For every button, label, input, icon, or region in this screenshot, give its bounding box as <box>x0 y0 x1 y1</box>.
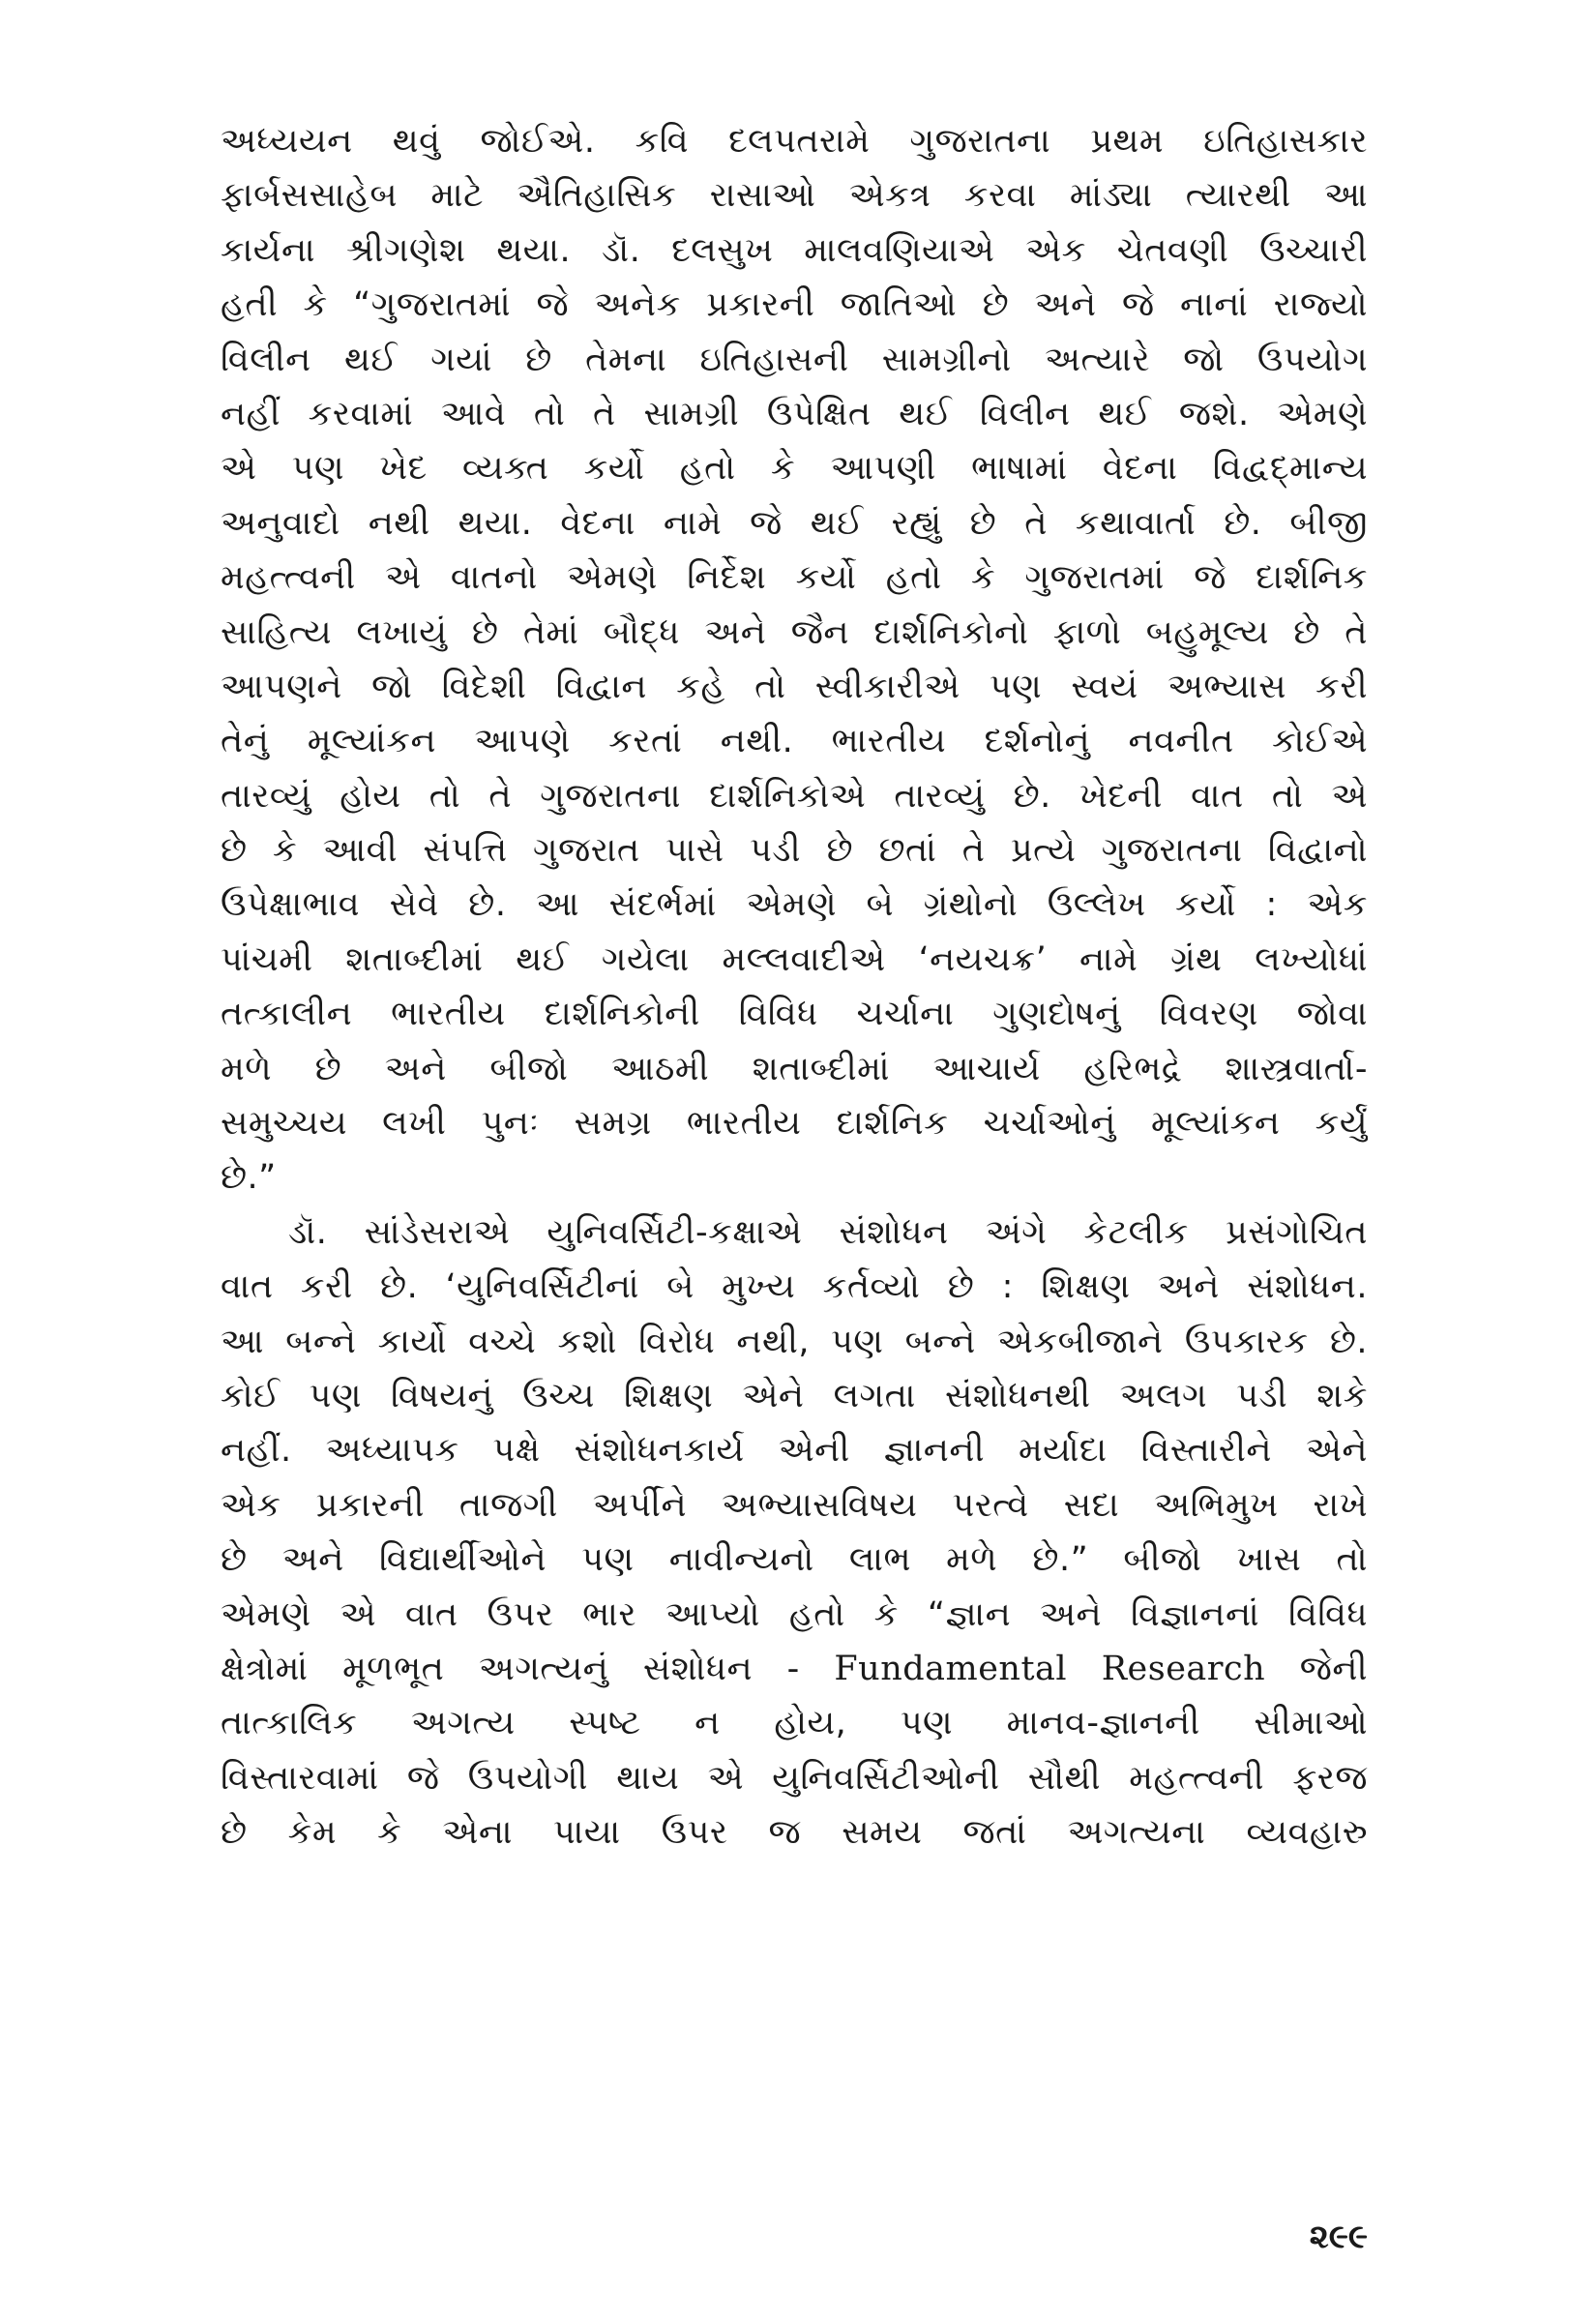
text-line: એમણે એ વાત ઉપર ભાર આપ્યો હતો કે “જ્ઞાન અને વિજ્ઞાનનાં વિવિધ <box>221 1594 1368 1634</box>
text-line: આ બન્ને કાર્યો વચ્ચે કશો વિરોધ નથી, પણ બન્ને એકબીજાને ઉપકારક છે. <box>221 1322 1368 1361</box>
text-line: આપણને જો વિદેશી વિદ્વાન કહે તો સ્વીકારીએ પણ સ્વયં અભ્યાસ કરી <box>221 667 1368 706</box>
text-line: તારવ્યું હોય તો તે ગુજરાતના દાર્શનિકોએ તારવ્યું છે. ખેદની વાત તો એ <box>221 776 1368 816</box>
text-line: વિલીન થઈ ગયાં છે તેમના ઇતિહાસની સામગ્રીનો અત્યારે જો ઉપયોગ <box>221 340 1368 379</box>
text-line: તેનું મૂલ્યાંકન આપણે કરતાં નથી. ભારતીય દર્શનોનું નવનીત કોઈએ <box>221 722 1368 761</box>
text-line: મહત્ત્વની એ વાતનો એમણે નિર્દેશ કર્યો હતો કે ગુજરાતમાં જે દાર્શનિક <box>221 558 1368 598</box>
text-line: વાત કરી છે. ‘યુનિવર્સિટીનાં બે મુખ્ય કર્તવ્યો છે : શિક્ષણ અને સંશોધન. <box>221 1267 1368 1307</box>
latin-text: Fundamental Research <box>834 1649 1266 1688</box>
text-line: ક્ષેત્રોમાં મૂળભૂત અગત્યનું સંશોધન - Fundamental Research જેની <box>221 1649 1368 1688</box>
text-line: પાંચમી શતાબ્દીમાં થઈ ગયેલા મલ્લવાદીએ ‘નયચક્ર’ નામે ગ્રંથ લખ્યોધાં <box>221 939 1368 979</box>
text-line: કાર્યના શ્રીગણેશ થયા. ડૉ. દલસુખ માલવણિયાએ એક ચેતવણી ઉચ્ચારી <box>221 230 1368 270</box>
text-line: સમુચ્ચય લખી પુનઃ સમગ્ર ભારતીય દાર્શનિક ચર્ચાઓનું મૂલ્યાંકન કર્યું <box>221 1104 1368 1144</box>
text-line: ફાર્બસસાહેબ માટે ઐતિહાસિક રાસાઓ એકત્ર કરવા માંડ્યા ત્યારથી આ <box>221 176 1368 216</box>
text-line: સાહિત્ય લખાયું છે તેમાં બૌદ્ધ અને જૈન દાર્શનિકોનો ફાળો બહુમૂલ્ય છે તે <box>221 612 1368 652</box>
page-number: ૨૯૯ <box>1309 2218 1368 2256</box>
text-line: એ પણ ખેદ વ્યક્ત કર્યો હતો કે આપણી ભાષામાં વેદના વિદ્વદ્‌માન્ય <box>221 449 1368 489</box>
text-line: હતી કે “ગુજરાતમાં જે અનેક પ્રકારની જાતિઓ છે અને જે નાનાં રાજ્યો <box>221 285 1368 325</box>
text-line: ઉપેક્ષાભાવ સેવે છે. આ સંદર્ભમાં એમણે બે ગ્રંથોનો ઉલ્લેખ કર્યો : એક <box>221 885 1368 925</box>
text-line: છે કે આવી સંપત્તિ ગુજરાત પાસે પડી છે છતાં તે પ્રત્યે ગુજરાતના વિદ્વાનો <box>221 831 1368 871</box>
paragraph <box>221 1206 1368 1861</box>
text-line: તત્કાલીન ભારતીય દાર્શનિકોની વિવિધ ચર્ચાના ગુણદોષનું વિવરણ જોવા <box>221 995 1368 1034</box>
text-line: કોઈ પણ વિષયનું ઉચ્ચ શિક્ષણ એને લગતા સંશોધનથી અલગ પડી શકે <box>221 1376 1368 1415</box>
paragraph <box>221 114 1368 1206</box>
text-line: તાત્કાલિક અગત્ય સ્પષ્ટ ન હોય, પણ માનવ-જ્ઞાનની સીમાઓ <box>221 1704 1368 1743</box>
text-line: અનુવાદો નથી થયા. વેદના નામે જે થઈ રહ્યું છે તે કથાવાર્તા છે. બીજી <box>221 503 1368 543</box>
text-line: નહીં કરવામાં આવે તો તે સામગ્રી ઉપેક્ષિત થઈ વિલીન થઈ જશે. એમણે <box>221 394 1368 433</box>
text-line: છે.” <box>221 1158 277 1198</box>
text-line: એક પ્રકારની તાજગી અર્પીને અભ્યાસવિષય પરત્વે સદા અભિમુખ રાખે <box>221 1485 1368 1525</box>
text-line: નહીં. અધ્યાપક પક્ષે સંશોધનકાર્ય એની જ્ઞાનની મર્યાદા વિસ્તારીને એને <box>221 1431 1368 1471</box>
body-text <box>221 114 1368 1861</box>
text-line: છે કેમ કે એના પાયા ઉપર જ સમય જતાં અગત્યના વ્યવહારુ <box>221 1813 1368 1853</box>
text-line: ડૉ. સાંડેસરાએ યુનિવર્સિટી-કક્ષાએ સંશોધન અંગે કેટલીક પ્રસંગોચિત <box>288 1212 1368 1252</box>
text-line: વિસ્તારવામાં જે ઉપયોગી થાય એ યુનિવર્સિટીઓની સૌથી મહત્ત્વની ફરજ <box>221 1758 1368 1798</box>
text-line: અધ્યયન થવું જોઈએ. કવિ દલપતરામે ગુજરાતના પ્રથમ ઇતિહાસકાર <box>221 122 1368 161</box>
text-line: છે અને વિદ્યાર્થીઓને પણ નાવીન્યનો લાભ મળે છે.” બીજો ખાસ તો <box>221 1540 1368 1580</box>
text-line: મળે છે અને બીજો આઠમી શતાબ્દીમાં આચાર્ય હરિભદ્રે શાસ્ત્રવાર્તા- <box>221 1049 1368 1088</box>
